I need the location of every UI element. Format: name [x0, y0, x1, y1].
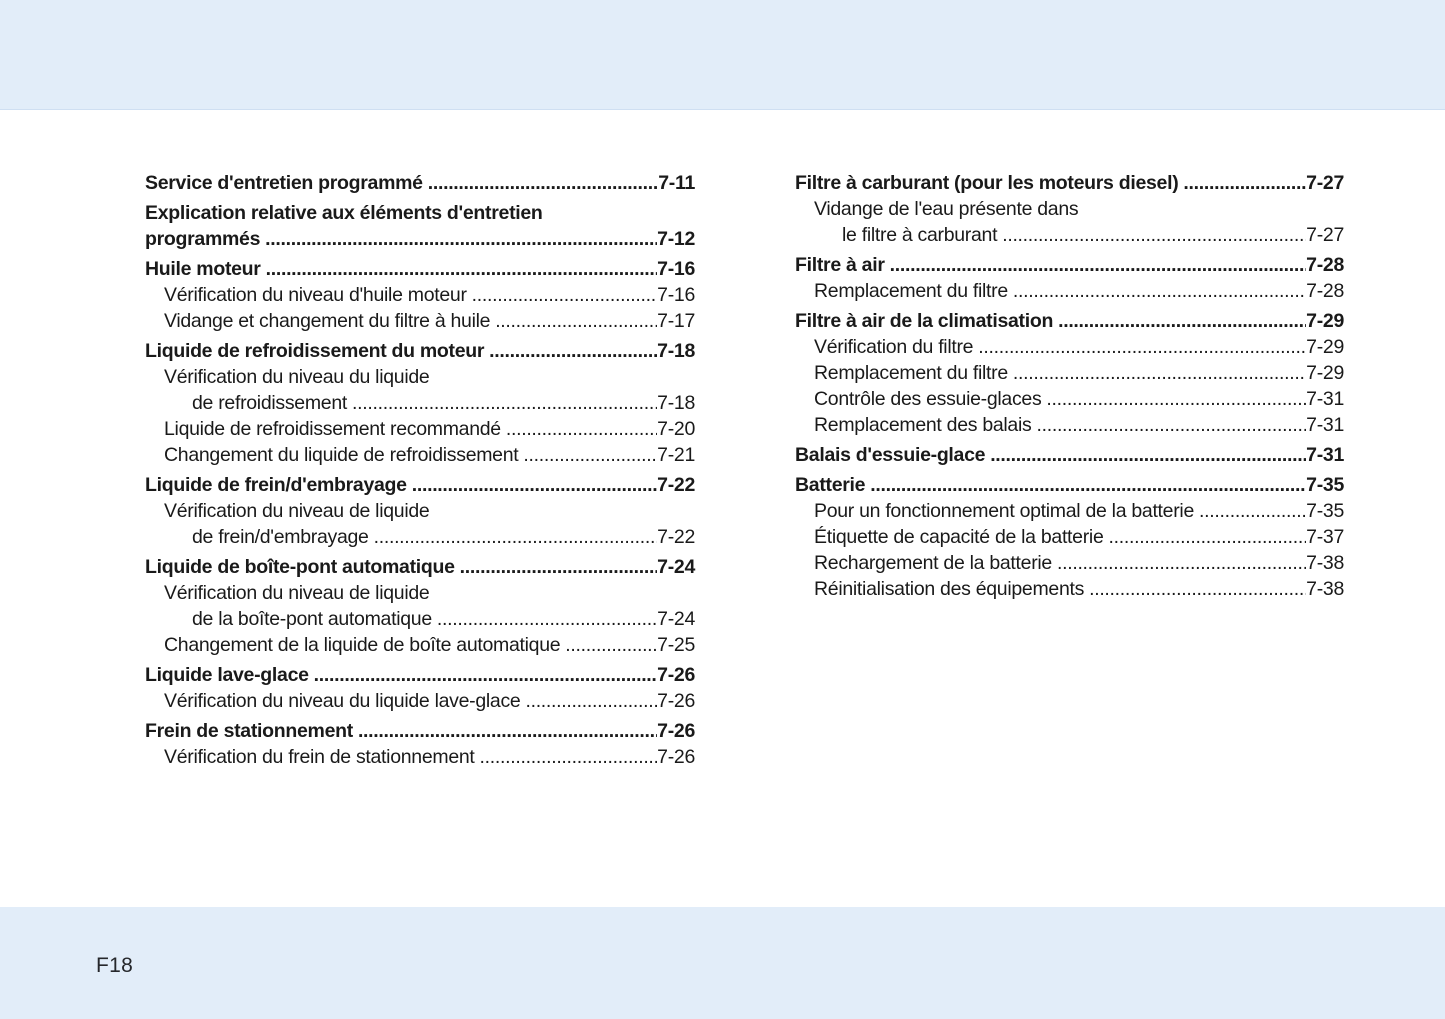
- dot-leader: [997, 222, 1306, 248]
- dot-leader: [1084, 576, 1306, 602]
- dot-leader: [885, 252, 1307, 278]
- dot-leader: [455, 554, 657, 580]
- toc-entry: [145, 256, 695, 282]
- toc-entry-label: Remplacement du filtre: [814, 280, 1008, 302]
- page-number-label: F18: [96, 954, 134, 977]
- toc-entry-page: 7-29: [1306, 310, 1344, 332]
- toc-entry-page: 7-37: [1306, 526, 1344, 548]
- toc-left-column: [145, 166, 695, 770]
- toc-entry-label: Remplacement des balais: [814, 414, 1032, 436]
- toc-entry: [145, 554, 695, 580]
- toc-entry-label: Contrôle des essuie-glaces: [814, 388, 1042, 410]
- toc-entry: [145, 632, 695, 658]
- dot-leader: [1041, 386, 1306, 412]
- toc-entry-label: Liquide de frein/d'embrayage: [145, 474, 407, 496]
- dot-leader: [490, 308, 657, 334]
- toc-entry-page: 7-35: [1306, 500, 1344, 522]
- toc-entry: [795, 472, 1344, 498]
- toc-entry-label: Rechargement de la batterie: [814, 552, 1052, 574]
- toc-entry-label: Service d'entretien programmé: [145, 172, 423, 194]
- toc-entry-page: 7-27: [1306, 224, 1344, 246]
- dot-leader: [865, 472, 1306, 498]
- toc-entry-page: 7-29: [1306, 336, 1344, 358]
- toc-entry: [145, 524, 695, 550]
- toc-entry-label: Étiquette de capacité de la batterie: [814, 526, 1104, 548]
- toc-right-column: [795, 166, 1344, 602]
- dot-leader: [261, 256, 658, 282]
- toc-entry-page: 7-21: [657, 444, 695, 466]
- toc-entry: [145, 606, 695, 632]
- toc-entry: [795, 252, 1344, 278]
- toc-entry-label: Explication relative aux éléments d'entretien: [145, 202, 543, 224]
- toc-entry: [145, 390, 695, 416]
- dot-leader: [985, 442, 1306, 468]
- toc-entry-label: Vérification du niveau de liquide: [164, 582, 430, 604]
- dot-leader: [260, 226, 657, 252]
- toc-entry-label: Changement de la liquide de boîte automatique: [164, 634, 561, 656]
- toc-entry: [145, 688, 695, 714]
- toc-entry-page: 7-38: [1306, 552, 1344, 574]
- toc-entry: [795, 576, 1344, 602]
- toc-entry: [145, 200, 695, 226]
- toc-entry-label: de la boîte-pont automatique: [192, 608, 432, 630]
- toc-entry-label: Vérification du frein de stationnement: [164, 746, 475, 768]
- toc-entry-label: Réinitialisation des équipements: [814, 578, 1085, 600]
- dot-leader: [423, 170, 659, 196]
- header-band: [0, 0, 1445, 110]
- toc-entry-label: Liquide de boîte-pont automatique: [145, 556, 455, 578]
- toc-entry: [795, 360, 1344, 386]
- toc-entry-label: Liquide de refroidissement recommandé: [164, 418, 501, 440]
- toc-entry-page: 7-38: [1306, 578, 1344, 600]
- toc-entry: [795, 334, 1344, 360]
- dot-leader: [484, 338, 657, 364]
- toc-entry-page: 7-26: [657, 664, 695, 686]
- toc-entry-page: 7-28: [1306, 280, 1344, 302]
- toc-entry-page: 7-12: [657, 228, 695, 250]
- dot-leader: [501, 416, 657, 442]
- toc-entry-page: 7-31: [1306, 414, 1344, 436]
- toc-entry-label: Vidange et changement du filtre à huile: [164, 310, 491, 332]
- toc-entry: [145, 416, 695, 442]
- dot-leader: [1178, 170, 1306, 196]
- toc-entry-page: 7-25: [657, 634, 695, 656]
- dot-leader: [973, 334, 1306, 360]
- toc-entry: [145, 718, 695, 744]
- dot-leader: [407, 472, 657, 498]
- toc-entry: [145, 580, 695, 606]
- toc-entry-page: 7-31: [1306, 444, 1344, 466]
- dot-leader: [518, 442, 657, 468]
- dot-leader: [1052, 550, 1306, 576]
- toc-entry-label: Batterie: [795, 474, 866, 496]
- toc-entry-label: Remplacement du filtre: [814, 362, 1008, 384]
- toc-entry: [145, 226, 695, 252]
- toc-entry-page: 7-22: [657, 474, 695, 496]
- toc-entry: [145, 308, 695, 334]
- dot-leader: [1194, 498, 1306, 524]
- toc-entry-page: 7-26: [657, 720, 695, 742]
- toc-entry-page: 7-29: [1306, 362, 1344, 384]
- toc-entry: [145, 282, 695, 308]
- toc-entry-page: 7-24: [657, 556, 695, 578]
- toc-entry: [795, 442, 1344, 468]
- toc-entry-page: 7-11: [658, 172, 695, 194]
- toc-entry-label: Vérification du niveau du liquide: [164, 366, 430, 388]
- toc-entry: [795, 222, 1344, 248]
- toc-entry-page: 7-22: [657, 526, 695, 548]
- toc-entry-label: Vérification du niveau du liquide lave-glace: [164, 690, 521, 712]
- toc-entry: [145, 170, 695, 196]
- toc-entry-page: 7-26: [657, 746, 695, 768]
- toc-entry: [145, 338, 695, 364]
- toc-entry-page: 7-27: [1306, 172, 1344, 194]
- toc-entry: [795, 550, 1344, 576]
- toc-entry-page: 7-26: [657, 690, 695, 712]
- toc-entry-label: Vérification du niveau d'huile moteur: [164, 284, 467, 306]
- toc-entry-label: Huile moteur: [145, 258, 261, 280]
- dot-leader: [353, 718, 657, 744]
- toc-entry-label: Filtre à air: [795, 254, 885, 276]
- toc-entry-label: Frein de stationnement: [145, 720, 353, 742]
- dot-leader: [1008, 278, 1306, 304]
- toc-entry-page: 7-18: [657, 392, 695, 414]
- toc-entry-label: Vérification du niveau de liquide: [164, 500, 430, 522]
- toc-entry-label: Vérification du filtre: [814, 336, 974, 358]
- toc-entry: [145, 744, 695, 770]
- dot-leader: [520, 688, 657, 714]
- toc-entry-label: Pour un fonctionnement optimal de la batterie: [814, 500, 1194, 522]
- toc-entry-label: Filtre à carburant (pour les moteurs diesel): [795, 172, 1179, 194]
- toc-entry: [145, 472, 695, 498]
- toc-entry: [145, 662, 695, 688]
- dot-leader: [1053, 308, 1306, 334]
- dot-leader: [1031, 412, 1306, 438]
- toc-entry-label: Filtre à air de la climatisation: [795, 310, 1054, 332]
- dot-leader: [432, 606, 657, 632]
- toc-entry: [795, 278, 1344, 304]
- footer-band: [0, 907, 1445, 1019]
- toc-entry-label: le filtre à carburant: [842, 224, 998, 246]
- toc-entry: [795, 524, 1344, 550]
- dot-leader: [1104, 524, 1307, 550]
- toc-entry-page: 7-16: [657, 284, 695, 306]
- toc-entry: [145, 442, 695, 468]
- toc-entry-label: de frein/d'embrayage: [192, 526, 369, 548]
- toc-entry-page: 7-20: [657, 418, 695, 440]
- toc-entry-page: 7-17: [657, 310, 695, 332]
- toc-entry-label: Changement du liquide de refroidissement: [164, 444, 519, 466]
- toc-entry-page: 7-24: [657, 608, 695, 630]
- toc-entry-page: 7-28: [1306, 254, 1344, 276]
- dot-leader: [347, 390, 657, 416]
- toc-entry: [795, 308, 1344, 334]
- toc-entry-page: 7-18: [657, 340, 695, 362]
- toc-entry-page: 7-31: [1306, 388, 1344, 410]
- toc-entry-label: Balais d'essuie-glace: [795, 444, 986, 466]
- toc-entry-page: 7-35: [1306, 474, 1344, 496]
- toc-entry-label: Liquide lave-glace: [145, 664, 309, 686]
- toc-entry: [145, 364, 695, 390]
- dot-leader: [475, 744, 658, 770]
- toc-entry: [795, 386, 1344, 412]
- toc-entry-label: de refroidissement: [192, 392, 348, 414]
- toc-entry-label: Vidange de l'eau présente dans: [814, 198, 1079, 220]
- dot-leader: [369, 524, 658, 550]
- dot-leader: [467, 282, 658, 308]
- dot-leader: [309, 662, 658, 688]
- toc-entry-label: Liquide de refroidissement du moteur: [145, 340, 485, 362]
- toc-entry: [795, 412, 1344, 438]
- toc-entry: [795, 498, 1344, 524]
- toc-entry: [795, 170, 1344, 196]
- dot-leader: [560, 632, 657, 658]
- toc-entry: [145, 498, 695, 524]
- toc-entry-label: programmés: [145, 228, 261, 250]
- toc-entry: [795, 196, 1344, 222]
- dot-leader: [1008, 360, 1306, 386]
- toc-entry-page: 7-16: [657, 258, 695, 280]
